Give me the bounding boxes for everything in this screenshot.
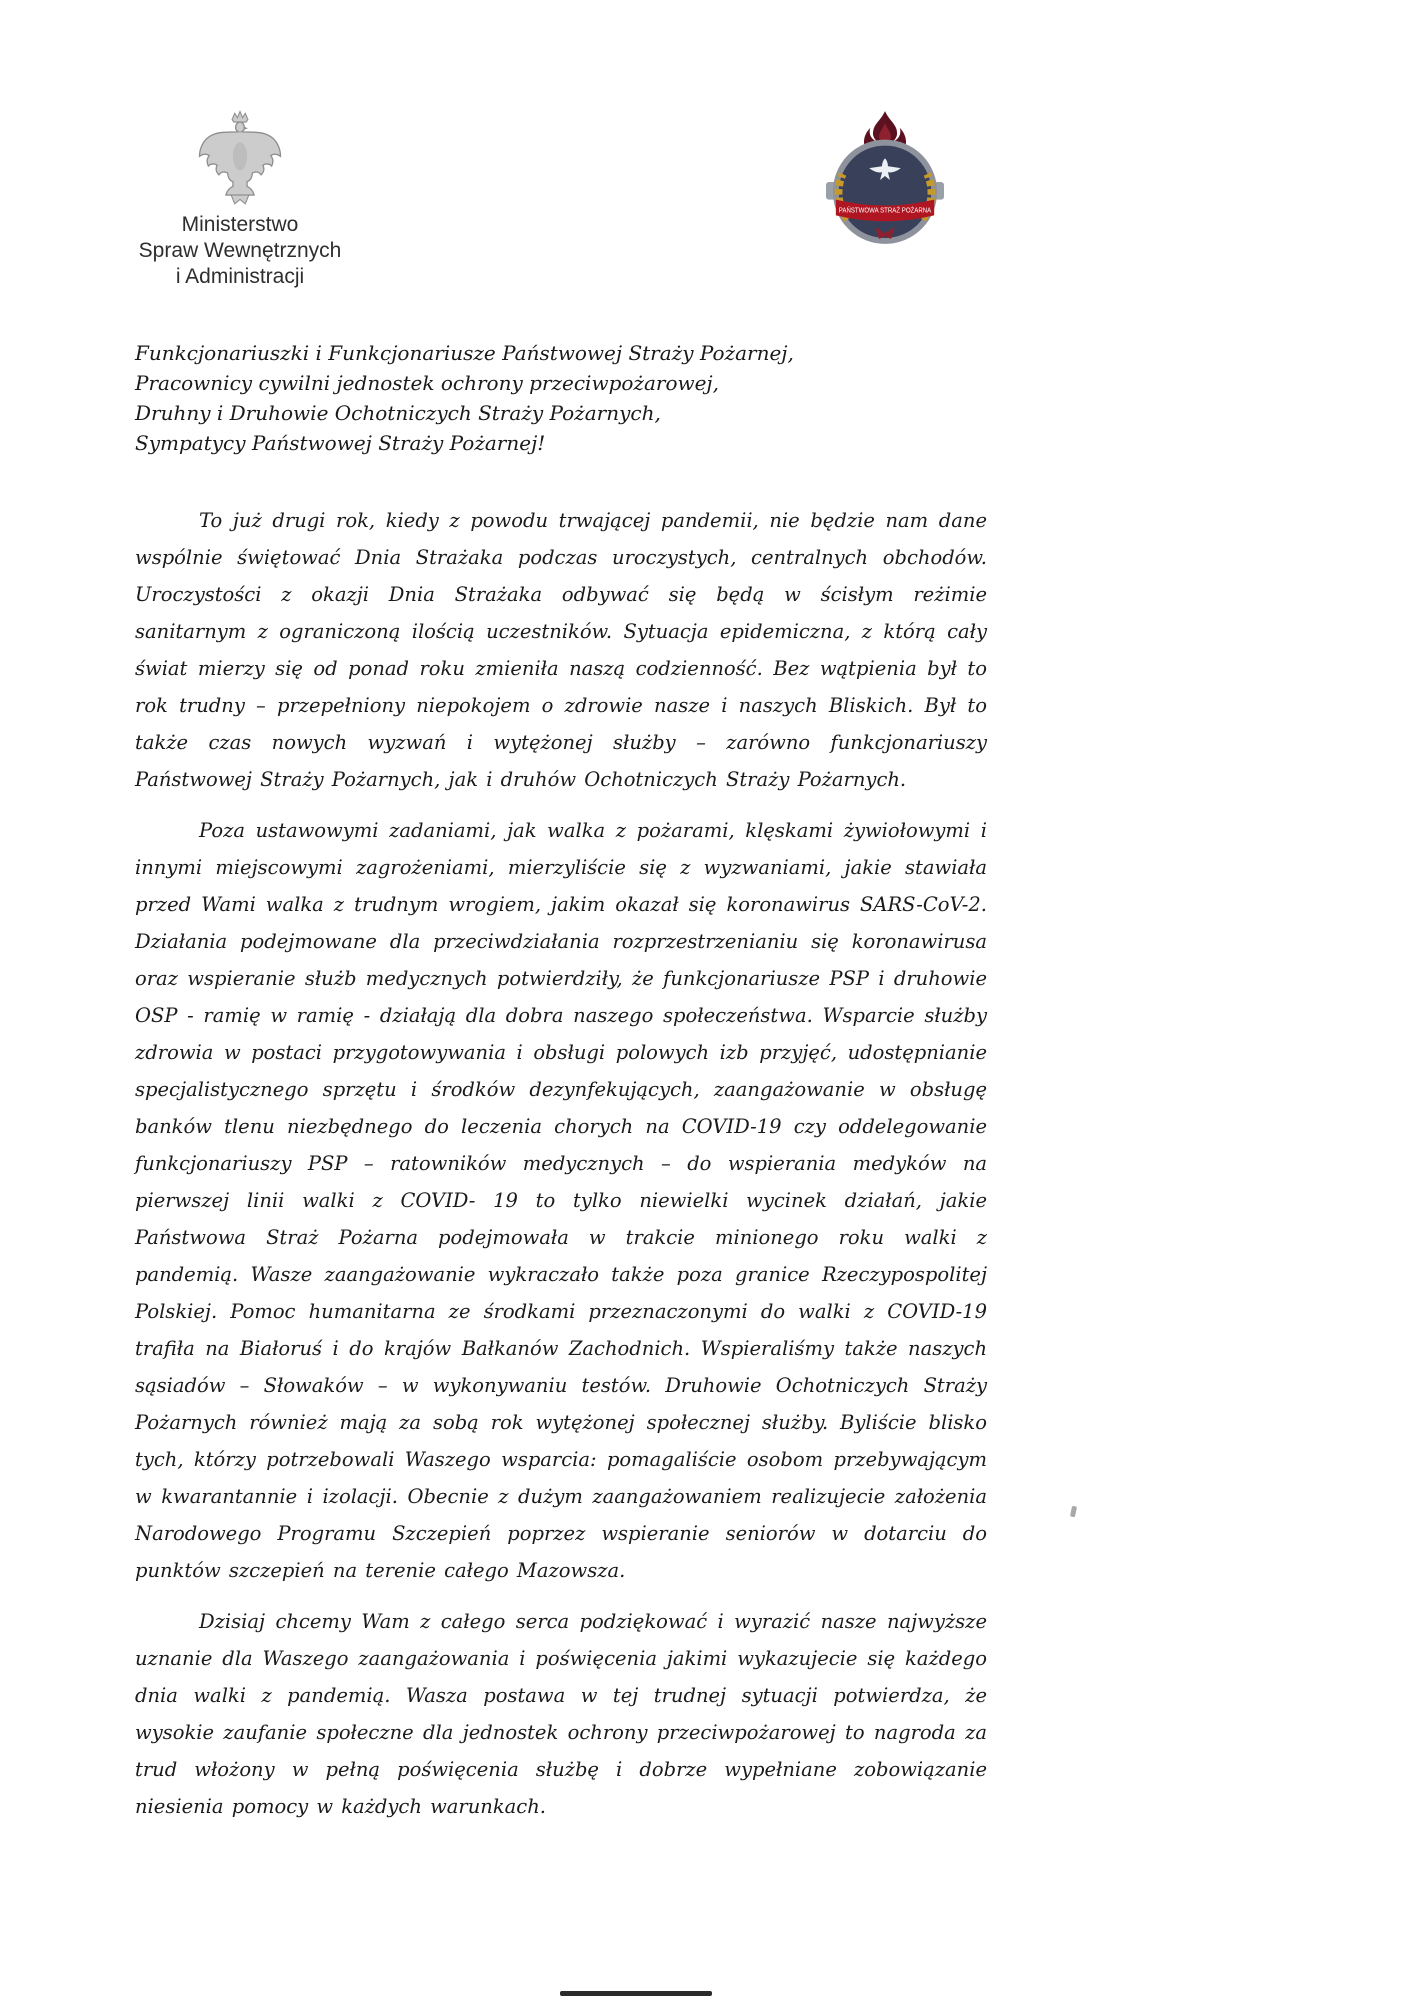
salutation-line-1: Funkcjonariuszki i Funkcjonariusze Państwowej Straży Pożarnej, <box>135 341 794 365</box>
ministry-name-line-3: i Administracji <box>175 265 305 288</box>
fire-service-badge-icon <box>826 110 944 248</box>
salutation-line-2: Pracownicy cywilni jednostek ochrony przeciwpożarowej, <box>135 371 719 395</box>
scan-artifact-speck <box>1070 1506 1077 1518</box>
ministry-name-line-1: Ministerstwo <box>181 213 299 236</box>
polish-eagle-icon <box>196 110 284 208</box>
ministry-name <box>130 212 350 290</box>
paragraph-2: Poza ustawowymi zadaniami, jak walka z pożarami, klęskami żywiołowymi i innymi miejscowymi zagrożeniami, mierzyliście się z wyzwaniami, jakie stawiała przed Wami walka z trudnym wrogiem, jakim okazał się koronawirus SARS-CoV-2. Działania podejmowane dla przeciwdziałania rozprzestrzenianiu się koronawirusa oraz wspieranie służb medycznych potwierdziły, że funkcjonariusze PSP i druhowie OSP - ramię w ramię - działają dla dobra naszego społeczeństwa. Wsparcie służby zdrowia w postaci przygotowywania i obsługi polowych izb przyjęć, udostępnianie specjalistycznego sprzętu i środków dezynfekujących, zaangażowanie w obsługę banków tlenu niezbędnego do leczenia chorych na COVID-19 czy oddelegowanie funkcjonariuszy PSP – ratowników medycznych – do wspierania medyków na pierwszej linii walki z COVID- 19 to tylko niewielki wycinek działań, jakie Państwowa Straż Pożarna podejmowała w trakcie minionego roku walki z pandemią. Wasze zaangażowanie wykraczało także poza granice Rzeczypospolitej Polskiej. Pomoc humanitarna ze środkami przeznaczonymi do walki z COVID-19 trafiła na Białoruś i do krajów Bałkanów Zachodnich. Wspieraliśmy także naszych sąsiadów – Słowaków – w wykonywaniu testów. Druhowie Ochotniczych Straży Pożarnych również mają za sobą rok wytężonej społecznej służby. Byliście blisko tych, którzy potrzebowali Waszego wsparcia: pomagaliście osobom przebywającym w kwarantannie i izolacji. Obecnie z dużym zaangażowaniem realizujecie założenia Narodowego Programu Szczepień poprzez wspieranie seniorów w dotarciu do punktów szczepień na terenie całego Mazowsza. <box>135 819 987 1582</box>
fire-service-badge <box>826 110 944 248</box>
paragraph-3: Dzisiaj chcemy Wam z całego serca podziękować i wyrazić nasze najwyższe uznanie dla Waszego zaangażowania i poświęcenia jakimi wykazujecie się każdego dnia walki z pandemią. Wasza postawa w tej trudnej sytuacji potwierdza, że wysokie zaufanie społeczne dla jednostek ochrony przeciwpożarowej to nagroda za trud włożony w pełną poświęcenia służbę i dobrze wypełniane zobowiązanie niesienia pomocy w każdych warunkach. <box>135 1610 987 1818</box>
badge-ribbon-text: PAŃSTWOWA STRAŻ POŻARNA <box>838 207 944 215</box>
letter-paragraphs <box>135 502 987 1825</box>
salutation-line-4: Sympatycy Państwowej Straży Pożarnej! <box>135 431 546 455</box>
paragraph-1: To już drugi rok, kiedy z powodu trwającej pandemii, nie będzie nam dane wspólnie świętować Dnia Strażaka podczas uroczystych, centralnych obchodów. Uroczystości z okazji Dnia Strażaka odbywać się będą w ścisłym reżimie sanitarnym z ograniczoną ilością uczestników. Sytuacja epidemiczna, z którą cały świat mierzy się od ponad roku zmieniła naszą codzienność. Bez wątpienia był to rok trudny – przepełniony niepokojem o zdrowie nasze i naszych Bliskich. Był to także czas nowych wyzwań i wytężonej służby – zarówno funkcjonariuszy Państwowej Straży Pożarnych, jak i druhów Ochotniczych Straży Pożarnych. <box>135 509 987 791</box>
ministry-name-line-2: Spraw Wewnętrznych <box>138 239 342 262</box>
ministry-emblem-block <box>130 110 350 290</box>
salutation-line-3: Druhny i Druhowie Ochotniczych Straży Pożarnych, <box>135 401 661 425</box>
salutation <box>135 338 987 458</box>
scan-artifact-line <box>560 1991 712 1996</box>
letter-body <box>135 338 987 1825</box>
